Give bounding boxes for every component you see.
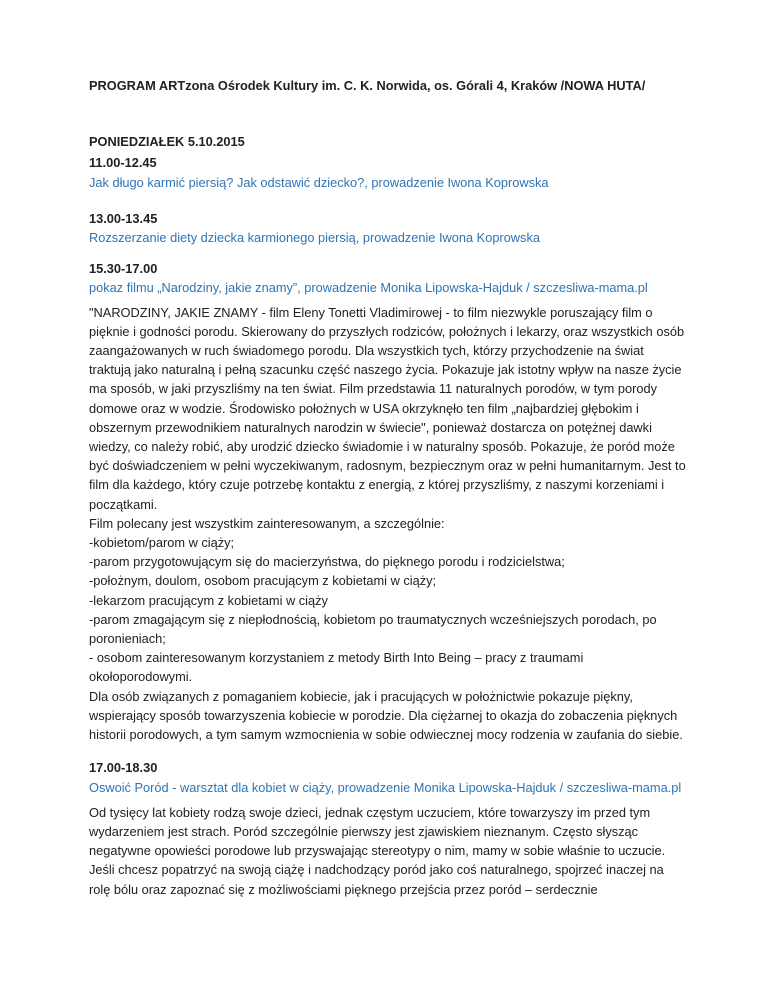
- film-description-line: "NARODZINY, JAKIE ZNAMY - film Eleny Tonetti Vladimirowej - to film niezwykle poruszający film o pięknie i godności porodu. Skierowany do przyszłych rodziców, położnych i lekarzy, oraz wszystkich osób zaangażowanych w ruch świadomego porodu. Dla wszystkich tych, którzy przychodzenie na świat traktują jako naturalną i pełną szacunku część naszego życia. Pokazuje jak istotny wpływ na nasze życie ma sposób, w jaki przyszliśmy na ten świat. Film przedstawia 11 naturalnych porodów, w tym porody domowe oraz w wodzie. Środowisko położnych w USA okrzyknęło ten film „najbardziej głębokim i obszernym przewodnikiem naturalnych narodzin w świecie", ponieważ dostarcza on potężnej dawki wiedzy, co należy robić, aby urodzić dziecko świadomie i w naturalny sposób. Pokazuje, że poród może być doświadczeniem w pełni wyczekiwanym, radosnym, bezpiecznym oraz w pełni humanitarnym. Jest to film dla każdego, który czuje potrzebę kontaktu z energią, z której przyszliśmy, z naszymi korzeniami i początkami.: [89, 304, 686, 512]
- film-description-line: Film polecany jest wszystkim zainteresowanym, a szczególnie:: [89, 515, 445, 531]
- event-block-1: [89, 153, 686, 191]
- film-description-line: -parom zmagającym się z niepłodnością, kobietom po traumatycznych wcześniejszych porodach, po poronieniach;: [89, 611, 657, 647]
- film-description-line: -parom przygotowującym się do macierzyństwa, do pięknego porodu i rodzicielstwa;: [89, 554, 565, 570]
- film-description-line: -położnym, doulom, osobom pracującym z kobietami w ciąży;: [89, 573, 437, 589]
- event-title: pokaz filmu „Narodziny, jakie znamy”, prowadzenie Monika Lipowska-Hajduk / szczesliwa-mama.pl: [89, 280, 648, 296]
- event-title: Oswoić Poród - warsztat dla kobiet w ciąży, prowadzenie Monika Lipowska-Hajduk / szczesliwa-mama.pl: [89, 779, 682, 795]
- film-description-line: - osobom zainteresowanym korzystaniem z metody Birth Into Being – pracy z traumami okołoporodowymi.: [89, 650, 584, 685]
- event-block-3: [89, 259, 686, 297]
- film-description-line: -lekarzom pracującym z kobietami w ciąży: [89, 592, 328, 608]
- event-title: Rozszerzanie diety dziecka karmionego piersią, prowadzenie Iwona Koprowska: [89, 230, 540, 246]
- film-description: [89, 303, 686, 745]
- event-block-4: [89, 758, 686, 796]
- event-title: Jak długo karmić piersią? Jak odstawić dziecko?, prowadzenie Iwona Koprowska: [89, 174, 549, 190]
- event-time: 15.30-17.00: [89, 261, 158, 277]
- event-time: 17.00-18.30: [89, 760, 158, 776]
- event-block-2: [89, 209, 686, 247]
- film-description-line: Dla osób związanych z pomaganiem kobiecie, jak i pracujących w położnictwie pokazuje piękny, wspierający sposób towarzyszenia kobiecie w porodzie. Dla ciężarnej to okazja do zobaczenia pięknych historii porodowych, a tym samym wzmocnienia w sobie odwiecznej mocy rodzenia w zaufania do siebie.: [89, 688, 683, 743]
- event-time: 13.00-13.45: [89, 210, 158, 226]
- day-heading: PONIEDZIAŁEK 5.10.2015: [89, 134, 245, 150]
- document-title: PROGRAM ARTzona Ośrodek Kultury im. C. K. Norwida, os. Górali 4, Kraków /NOWA HUTA/: [89, 78, 646, 93]
- workshop-description: Od tysięcy lat kobiety rodzą swoje dzieci, jednak częstym uczuciem, które towarzyszy im przed tym wydarzeniem jest strach. Poród szczególnie pierwszy jest zjawiskiem nieznanym. Często słysząc negatywne opowieści porodowe lub przyswajając stereotypy o nim, mamy w sobie właśnie to uczucie. Jeśli chcesz popatrzyć na swoją ciążę i nadchodzący poród jako coś naturalnego, spojrzeć inaczej na rolę bólu oraz zapoznać się z możliwościami pięknego przejścia przez poród – serdecznie: [89, 804, 666, 897]
- film-description-line: -kobietom/parom w ciąży;: [89, 535, 235, 551]
- event-time: 11.00-12.45: [89, 155, 157, 171]
